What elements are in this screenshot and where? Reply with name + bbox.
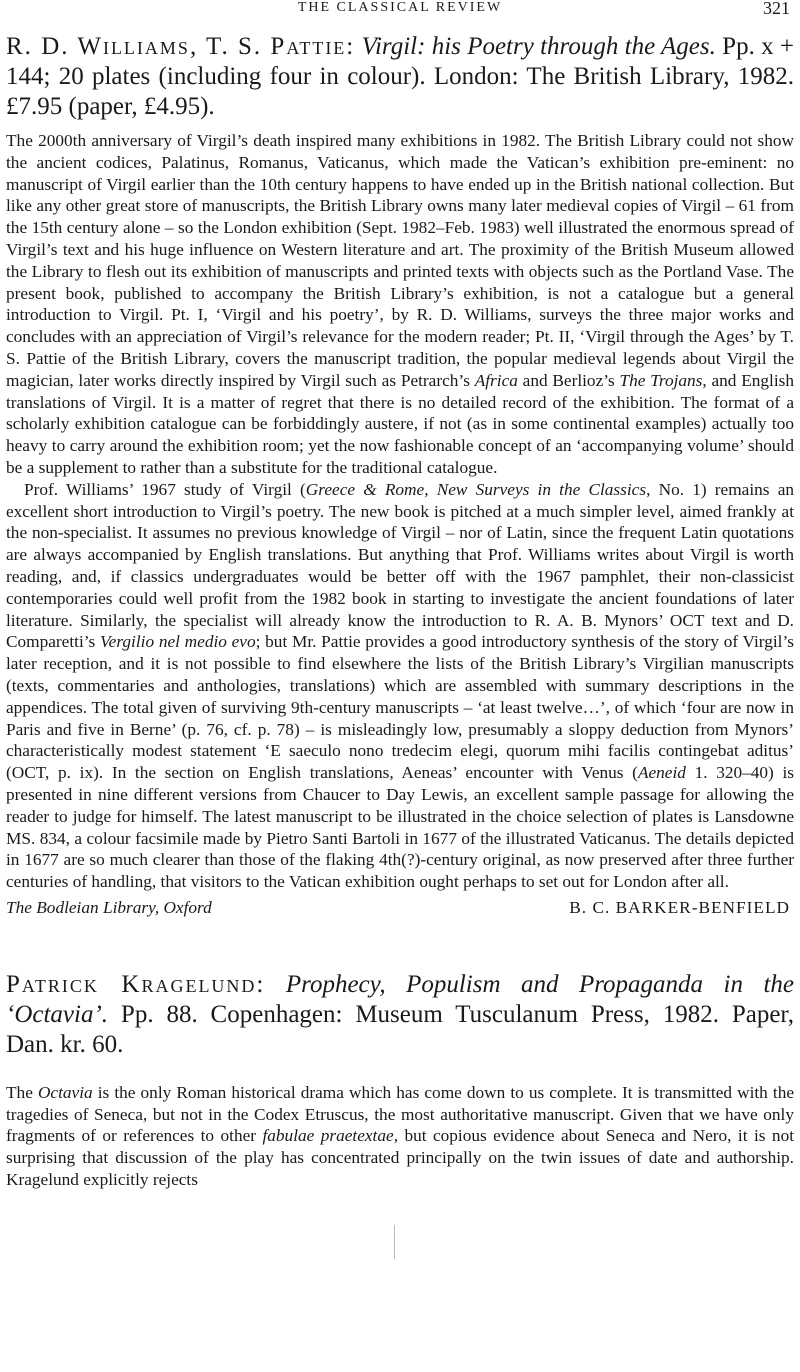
review-book-details: Pp. 88. Copenhagen: Museum Tusculanum Press, 1982. Paper, Dan. kr. 60. — [6, 1000, 794, 1058]
text-run: Prof. Williams’ 1967 study of Virgil ( — [24, 479, 306, 499]
text-run: ; but Mr. Pattie provides a good introductory synthesis of the story of Virgil’s later reception, and it is not possible to find elsewhere the lists of the British Library’s Virgilian manuscripts (texts, commentaries and anthologies, translations) which are assembled with summary descriptions in the appendices. The total given of surviving 9th-century manuscripts – ‘at least twelve…’, of which ‘four are now in Paris and five in Berne’ (p. 76, cf. p. 78) – is misleadingly low, presumably a sloppy deduction from Mynors’ characteristically modest statement ‘E saeculo nono tredecim elegi, quorum mihi facilis contingebat aditus’ (OCT, p. ix). In the section on English translations, Aeneas’ encounter with Venus ( — [6, 632, 794, 783]
italic-title: Aeneid — [637, 763, 686, 783]
review-book-title: ‘Octavia’. — [6, 1000, 109, 1028]
text-run: is the only Roman historical drama which has come down to us complete. It is transmitted with the tragedies of Seneca, but not in the Codex Etruscus, the most authoritative manuscript. Given that we have only fragments of or references to other — [6, 1082, 795, 1146]
margin-mark — [394, 1225, 395, 1259]
reviewer-name: B. C. BARKER-BENFIELD — [569, 897, 790, 917]
review-heading-kragelund — [6, 970, 794, 1060]
review-heading-williams-pattie — [6, 32, 794, 122]
text-run: 1. 320–40) is presented in nine different versions from Chaucer to Day Lewis, an excellent sample passage for allowing the reader to judge for himself. The latest manuscript to be illustrated in the choice selection of plates is Lansdowne MS. 834, a colour facsimile made by Pietro Santi Bartoli in 1677 of the illustrated Vaticanus. The details depicted in 1677 are so much clearer than those of the flaking 4th(?)-century original, as now preserved after three further centuries of handling, that visitors to the Vatican exhibition ought perhaps to set out for London after all. — [6, 763, 795, 892]
italic-title: Greece & Rome, New Surveys in the Classics — [305, 479, 647, 499]
text-run: , but copious evidence about Seneca and Nero, it is not surprising that discussion of the play has concentrated principally on the twin issues of date and authorship. Kragelund explicitly rejects — [6, 1126, 795, 1190]
review-paragraph — [6, 479, 794, 893]
journal-name: THE CLASSICAL REVIEW — [297, 0, 503, 15]
review-authors: Patrick Kragelund: — [6, 970, 266, 998]
running-head — [6, 0, 794, 26]
text-run: , and English translations of Virgil. It is a matter of regret that there is no detailed record of the exhibition. The format of a scholarly exhibition catalogue can be forbiddingly austere, if not (as in some continental examples) actually too heavy to carry around the exhibition room; yet the now fashionable concept of an ‘accompanying volume’ should be a supplement to rather than a substitute for the traditional catalogue. — [6, 370, 794, 477]
journal-page — [6, 0, 794, 1191]
italic-title: Octavia — [37, 1082, 93, 1102]
italic-title: fabulae praetextae — [262, 1126, 394, 1146]
reviewer-affiliation: The Bodleian Library, Oxford — [6, 897, 212, 917]
italic-title: Vergilio nel medio evo — [100, 632, 256, 652]
italic-title: The Trojans — [619, 370, 703, 390]
text-run: The 2000th anniversary of Virgil’s death inspired many exhibitions in 1982. The British Library could not show the ancient codices, Palatinus, Romanus, Vaticanus, which made the Vatican’s exhibition pre-eminent: no manuscript of Virgil earlier than the 10th century happens to have ended up in the British national collection. But like any other great store of manuscripts, the British Library owns many later medieval copies of Virgil – 61 from the 15th century alone – so the London exhibition (Sept. 1982–Feb. 1983) well illustrated the enormous spread of Virgil’s text and his huge influence on Western literature and art. The proximity of the British Museum allowed the Library to flesh out its exhibition of manuscripts and printed texts with objects such as the Portland Vase. The present book, published to accompany the British Library’s exhibition, is not a catalogue but a general introduction to Virgil. Pt. I, ‘Virgil and his poetry’, by R. D. Williams, surveys the three major works and concludes with an appreciation of Virgil’s relevance for the modern reader; Pt. II, ‘Virgil through the Ages’ by T. S. Pattie of the British Library, covers the manuscript tradition, the popular medieval legends about Virgil the magician, later works directly inspired by Virgil such as Petrarch’s — [6, 131, 794, 390]
text-run: The — [6, 1082, 38, 1102]
review-book-details: Pp. x + 144; 20 plates (including four in colour). London: The British Library, 1982. £7.95 (paper, £4.95). — [6, 33, 794, 120]
italic-title: Africa — [474, 370, 518, 390]
text-run: , No. 1) remains an excellent short introduction to Virgil’s poetry. The new book is pitched at a much simpler level, aimed frankly at the non-specialist. It assumes no previous knowledge of Virgil – nor of Latin, since the frequent Latin quotations are always accompanied by English translations. But anything that Prof. Williams writes about Virgil is worth reading, and, if classics undergraduates would be better off with the 1967 pamphlet, their non-classicist contemporaries could well profit from the 1982 book in starting to investigate the ancient foundations of later literature. Similarly, the specialist will already know the introduction to R. A. B. Mynors’ OCT text and D. Comparetti’s — [6, 479, 795, 652]
review-signature — [6, 898, 794, 924]
text-run: and Berlioz’s — [517, 370, 620, 390]
review-authors: R. D. Williams, T. S. Pattie: — [6, 33, 356, 60]
page-number: 321 — [763, 0, 790, 18]
review-book-title: Prophecy, Populism and Propaganda in the — [285, 970, 795, 998]
review-book-title: Virgil: his Poetry through the Ages. — [361, 33, 716, 60]
review-paragraph — [6, 130, 794, 479]
review-paragraph — [6, 1082, 794, 1191]
